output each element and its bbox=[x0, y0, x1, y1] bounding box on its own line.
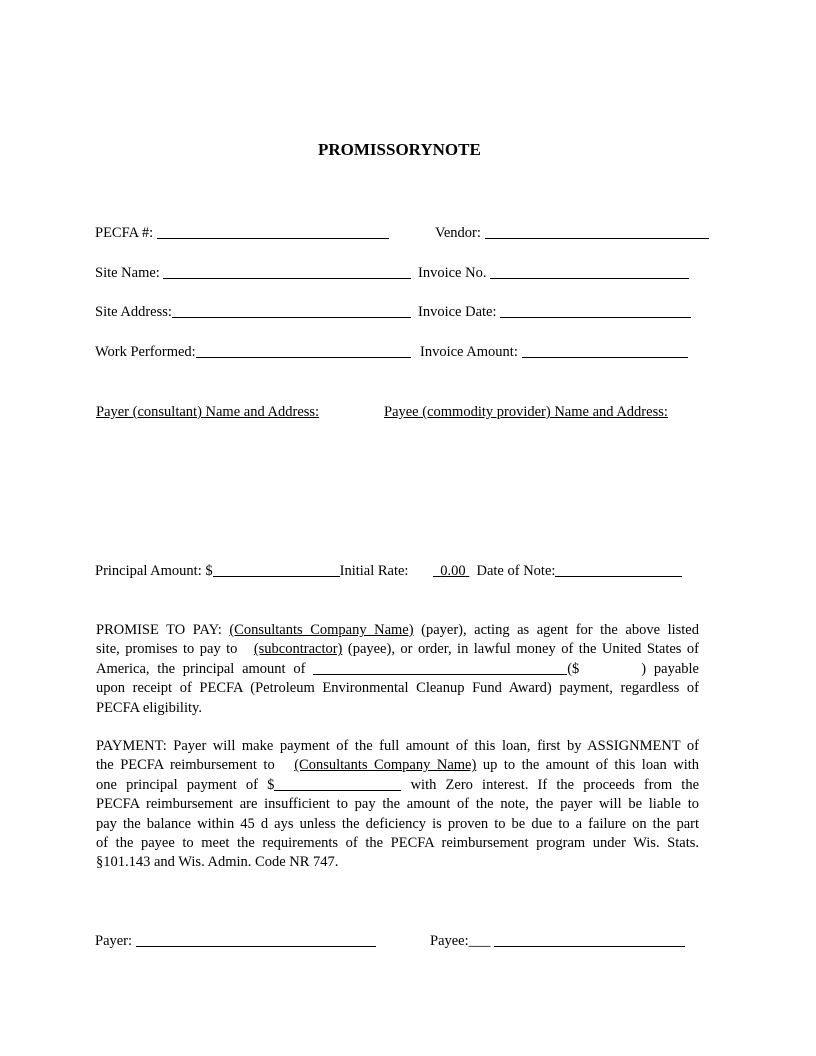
initial-rate-value-wrap bbox=[433, 562, 682, 580]
consultant-company-name-2[interactable]: (Consultants Company Name) bbox=[294, 757, 477, 774]
subcontractor-name[interactable]: (subcontractor) bbox=[253, 641, 343, 658]
date-of-note-label: Date of Note: bbox=[476, 563, 556, 579]
vendor-label: Vendor: bbox=[435, 225, 481, 241]
payer-signature-line[interactable] bbox=[136, 932, 376, 947]
payment-line-7: §101.143 and Wis. Admin. Code NR 747. bbox=[96, 854, 339, 871]
promise-line-3: America, the principal amount of ($ ) payable bbox=[96, 660, 699, 677]
site-name-label: Site Name: bbox=[95, 265, 160, 281]
principal-amount-input-line[interactable] bbox=[213, 562, 340, 577]
promise-line-1: PROMISE TO PAY: (Consultants Company Name) (payer), acting as agent for the above listed bbox=[96, 622, 699, 638]
invoice-amount-field bbox=[420, 343, 688, 361]
payment-line-6: of the payee to meet the requirements of the PECFA reimbursement program under Wis. Stats. bbox=[96, 834, 699, 851]
principal-amount-field bbox=[95, 562, 408, 580]
invoice-date-input-line[interactable] bbox=[500, 303, 691, 318]
invoice-no-input-line[interactable] bbox=[490, 264, 689, 279]
site-name-input-line[interactable] bbox=[163, 264, 411, 279]
payment-paragraph bbox=[96, 737, 699, 873]
invoice-amount-label: Invoice Amount: bbox=[420, 344, 518, 360]
invoice-no-field bbox=[418, 264, 689, 282]
work-performed-input-line[interactable] bbox=[196, 343, 411, 358]
payer-signature-field bbox=[95, 932, 376, 950]
promise-line-4: upon receipt of PECFA (Petroleum Environmental Cleanup Fund Award) payment, regardless of bbox=[96, 680, 699, 697]
site-address-input-line[interactable] bbox=[172, 303, 411, 318]
document-title: PROMISSORYNOTE bbox=[318, 140, 481, 159]
payment-line-4: PECFA reimbursement are insufficient to pay the amount of the note, the payer will be liable to bbox=[96, 796, 699, 813]
work-performed-label: Work Performed: bbox=[95, 344, 196, 360]
payer-heading: Payer (consultant) Name and Address: bbox=[96, 404, 320, 420]
vendor-input-line[interactable] bbox=[485, 224, 709, 239]
initial-rate-value[interactable]: 0.00 bbox=[440, 563, 466, 579]
principal-amount-label: Principal Amount: $ bbox=[95, 563, 213, 579]
consultant-company-name[interactable]: (Consultants Company Name) bbox=[229, 622, 414, 638]
initial-rate-label: Initial Rate: bbox=[339, 563, 409, 579]
site-address-label: Site Address: bbox=[95, 304, 172, 320]
site-name-field bbox=[95, 264, 411, 282]
payee-signature-field bbox=[430, 932, 685, 950]
invoice-no-label: Invoice No. bbox=[418, 265, 487, 281]
payee-signature-label: Payee:___ bbox=[430, 933, 491, 949]
payee-signature-line[interactable] bbox=[494, 932, 685, 947]
work-performed-field bbox=[95, 343, 411, 361]
promise-line-5: PECFA eligibility. bbox=[96, 699, 202, 716]
payment-line-3: one principal payment of $ with Zero interest. If the proceeds from the bbox=[96, 776, 699, 793]
promise-to-pay-paragraph bbox=[96, 621, 699, 718]
payee-heading: Payee (commodity provider) Name and Address: bbox=[384, 404, 668, 420]
invoice-amount-input-line[interactable] bbox=[522, 343, 688, 358]
payment-amount-input-line[interactable] bbox=[274, 776, 401, 791]
promise-line-2: site, promises to pay to (subcontractor) (payee), or order, in lawful money of the United States of bbox=[96, 641, 699, 658]
payer-signature-label: Payer: bbox=[95, 933, 133, 949]
pecfa-field bbox=[95, 224, 389, 242]
pecfa-input-line[interactable] bbox=[157, 224, 389, 239]
invoice-date-label: Invoice Date: bbox=[418, 304, 497, 320]
site-address-field bbox=[95, 303, 411, 321]
pecfa-label: PECFA #: bbox=[95, 225, 154, 241]
payment-line-1: PAYMENT: Payer will make payment of the full amount of this loan, first by ASSIGNMENT of bbox=[96, 738, 699, 754]
payment-line-5: pay the balance within 45 d ays unless the deficiency is proven to be due to a failure on the part bbox=[96, 815, 699, 832]
invoice-date-field bbox=[418, 303, 691, 321]
date-of-note-input-line[interactable] bbox=[555, 562, 682, 577]
principal-words-input-line[interactable] bbox=[313, 660, 567, 675]
vendor-field bbox=[435, 224, 709, 242]
payment-line-2: the PECFA reimbursement to (Consultants Company Name) up to the amount of this loan with bbox=[96, 757, 700, 774]
